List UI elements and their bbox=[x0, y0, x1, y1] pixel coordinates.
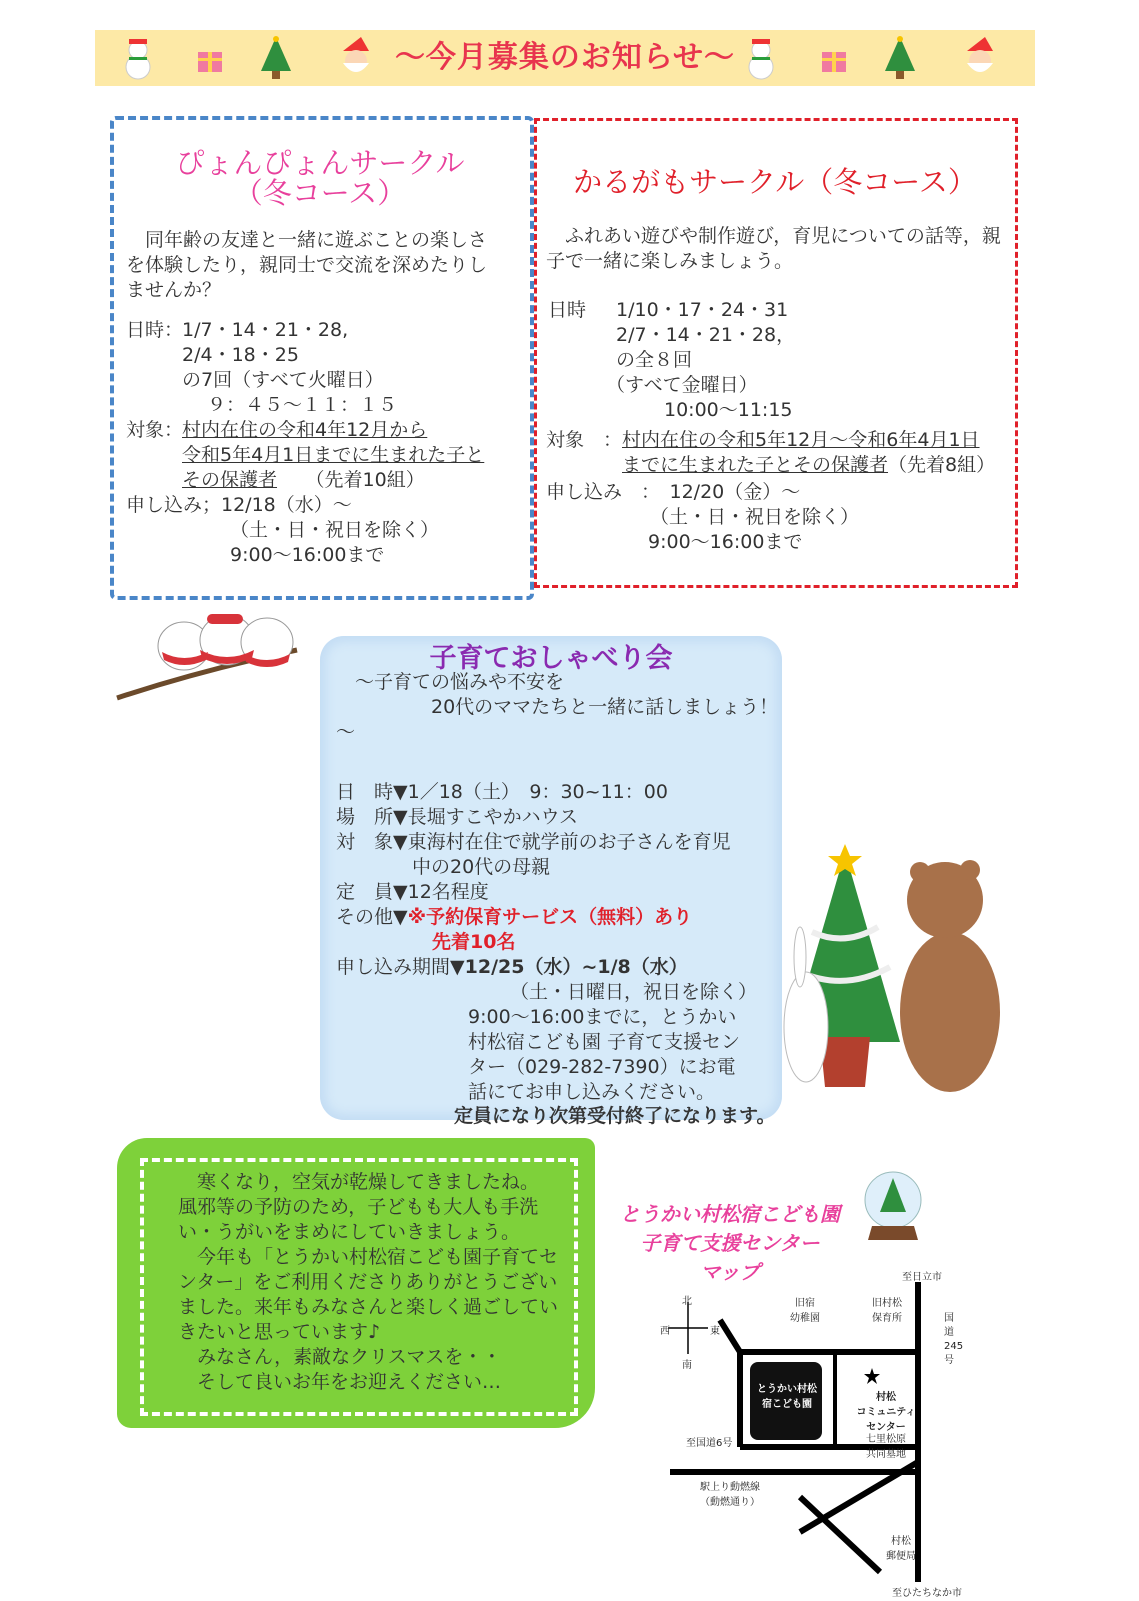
pyonpyon-title bbox=[130, 148, 510, 208]
talk-meeting-apply-details bbox=[468, 980, 778, 1105]
karugamo-apply-time: 9:00～16:00まで bbox=[648, 531, 803, 553]
text-line: い・うがいをまめにしていきましょう。 bbox=[178, 1221, 521, 1243]
text-line: きたいと思っています♪ bbox=[178, 1321, 381, 1343]
text-line: 1/7・14・21・28, bbox=[182, 319, 349, 341]
map-label: 駅上り動燃線 bbox=[700, 1482, 760, 1493]
map-center-label bbox=[752, 1380, 822, 1410]
other-label: その他▼ bbox=[336, 906, 408, 928]
karugamo-apply-note: （土・日・祝日を除く） bbox=[650, 506, 860, 528]
text-line: 村松宿こども園 子育て支援セン bbox=[468, 1031, 741, 1053]
text-line: 同年齢の友達と一緒に遊ぶことの楽しさ bbox=[126, 229, 488, 251]
map-route245: 国道245号 bbox=[944, 1313, 964, 1366]
map-station-road bbox=[700, 1478, 760, 1508]
tree-icon bbox=[879, 35, 921, 81]
text-line: 10:00～11:15 bbox=[664, 399, 793, 421]
pyonpyon-apply-note: （土・日・祝日を除く） bbox=[230, 519, 440, 541]
pyonpyon-target-label: 対象： bbox=[126, 419, 184, 441]
map-old-kindergarten bbox=[790, 1294, 820, 1324]
text-line: 9:00～16:00までに，とうかい bbox=[468, 1006, 737, 1028]
text-line: 場 所▼長堀すこやかハウス bbox=[336, 806, 579, 828]
text-line: の全８回 bbox=[616, 349, 693, 371]
text-line: 寒くなり，空気が乾燥してきましたね。 bbox=[178, 1171, 540, 1193]
text-line: 今年も「とうかい村松宿こども園子育てセ bbox=[178, 1246, 559, 1268]
map-label: 七里松原 bbox=[866, 1434, 906, 1445]
santa-icon bbox=[335, 35, 377, 81]
santa-icon bbox=[959, 35, 1001, 81]
map-east: 東 bbox=[710, 1326, 720, 1337]
map-label: 村松 bbox=[876, 1392, 896, 1403]
gift-icon bbox=[819, 44, 849, 74]
text-line: を体験したり，親同士で交流を深めたりし bbox=[126, 254, 488, 276]
map-label: 村松 bbox=[891, 1536, 911, 1547]
map-label: 宿こども園 bbox=[762, 1399, 812, 1410]
text-line: 風邪等の予防のため，子どもも大人も手洗 bbox=[178, 1196, 539, 1218]
karugamo-title: かるがもサークル（冬コース） bbox=[573, 165, 977, 199]
text-line: そして良いお年をお迎えください… bbox=[178, 1371, 502, 1393]
apply-period-label: 申し込み期間▼ bbox=[336, 956, 465, 978]
text-line: 村内在住の令和4年12月から bbox=[182, 419, 428, 441]
pyonpyon-title-line2: （冬コース） bbox=[233, 176, 407, 210]
text-line: 対 象▼東海村在住で就学前のお子さんを育児 bbox=[336, 831, 731, 853]
map-label: 旧宿 bbox=[795, 1298, 815, 1309]
text-line: の7回（すべて火曜日） bbox=[182, 369, 384, 391]
pyonpyon-apply: 申し込み；12/18（水）～ bbox=[126, 494, 352, 516]
map-community-center bbox=[846, 1388, 926, 1433]
map-west: 西 bbox=[660, 1326, 670, 1337]
text-line: ～ bbox=[336, 721, 356, 743]
karugamo-dates-label: 日時 bbox=[548, 299, 587, 321]
map-label: コミュニティ bbox=[856, 1407, 916, 1418]
childcare-service-note: ※予約保育サービス（無料）あり bbox=[407, 906, 693, 928]
pyonpyon-dates bbox=[182, 318, 397, 418]
talk-meeting-closing: 定員になり次第受付終了になります。 bbox=[454, 1105, 776, 1127]
map-title bbox=[610, 1198, 850, 1285]
map-label: 保育所 bbox=[872, 1313, 902, 1324]
map-to-route6: 至国道6号 bbox=[686, 1438, 733, 1449]
text-line: 令和5年4月1日までに生まれた子と bbox=[182, 444, 485, 466]
target-note: （先着10組） bbox=[315, 469, 425, 491]
text-line: 話にてお申し込みください。 bbox=[468, 1081, 716, 1103]
map-cemetery bbox=[866, 1430, 906, 1460]
map-label: 旧村松 bbox=[872, 1298, 902, 1309]
map-title-line2: 子育て支援センター bbox=[640, 1231, 820, 1255]
talk-meeting-details bbox=[336, 780, 776, 980]
text-line: 子で一緒に楽しみましょう。 bbox=[546, 250, 794, 272]
text-line: ター（029-282-7390）にお電 bbox=[468, 1056, 736, 1078]
text-line: までに生まれた子とその保護者 bbox=[622, 454, 889, 476]
karugamo-target-label: 対象 ： bbox=[546, 429, 623, 451]
map-title-line1: とうかい村松宿こども園 bbox=[620, 1202, 840, 1226]
text-line: その保護者 bbox=[182, 469, 278, 491]
text-line: 1/10・17・24・31 bbox=[616, 299, 789, 321]
karugamo-target bbox=[622, 428, 995, 478]
map-label: センター bbox=[866, 1422, 906, 1433]
map-label: 郵便局 bbox=[886, 1551, 916, 1562]
snow-globe-icon bbox=[860, 1168, 926, 1244]
map-to-hitachi: 至日立市 bbox=[902, 1272, 942, 1283]
header-banner bbox=[95, 30, 1035, 86]
map-to-hitachinaka: 至ひたちなか市 bbox=[892, 1588, 962, 1599]
center-map bbox=[660, 1282, 980, 1582]
bear-tree-illustration bbox=[770, 842, 1010, 1102]
apply-period-dates: 12/25（水）~1/8（水） bbox=[464, 956, 688, 978]
map-north: 北 bbox=[682, 1296, 692, 1307]
text-line: みなさん，素敵なクリスマスを・・ bbox=[178, 1346, 502, 1368]
map-title-line3: マップ bbox=[700, 1260, 760, 1284]
karugamo-dates bbox=[606, 298, 796, 423]
pyonpyon-apply-time: 9:00～16:00まで bbox=[230, 544, 385, 566]
tree-icon bbox=[255, 35, 297, 81]
text-line: ～子育ての悩みや不安を bbox=[336, 671, 565, 693]
map-old-nursery bbox=[872, 1294, 902, 1324]
text-line: （土・日曜日，祝日を除く） bbox=[510, 981, 758, 1003]
text-line: ふれあい遊びや制作遊び，育児についての話等，親 bbox=[546, 225, 1001, 247]
text-line: 定 員▼12名程度 bbox=[336, 881, 489, 903]
text-line: 2/4・18・25 bbox=[182, 344, 299, 366]
map-post-office bbox=[886, 1532, 916, 1562]
gift-icon bbox=[195, 44, 225, 74]
text-line: 中の20代の母親 bbox=[336, 856, 551, 878]
text-line: 日 時▼1／18（土） 9：30~11：00 bbox=[336, 781, 668, 803]
pyonpyon-description bbox=[126, 228, 526, 303]
talk-meeting-subtitle bbox=[336, 670, 779, 745]
snowman-icon bbox=[740, 35, 782, 81]
target-note: （先着8組） bbox=[888, 454, 996, 476]
text-line: 20代のママたちと一緒に話しましょう！ bbox=[336, 696, 779, 718]
text-line: ました。来年もみなさんと楽しく過ごしてい bbox=[178, 1296, 559, 1318]
pyonpyon-target bbox=[182, 418, 484, 493]
page-title: ～今月募集のお知らせ～ bbox=[394, 40, 736, 75]
text-line: ませんか？ bbox=[126, 279, 222, 301]
snowman-icon bbox=[117, 35, 159, 81]
childcare-capacity-note: 先着10名 bbox=[432, 931, 516, 953]
text-line: （すべて金曜日） bbox=[606, 374, 758, 396]
text-line: ９：４５～１１：１５ bbox=[182, 394, 398, 416]
map-south: 南 bbox=[682, 1360, 692, 1371]
pyonpyon-title-line1: ぴょんぴょんサークル bbox=[175, 146, 465, 180]
pyonpyon-dates-label: 日時： bbox=[126, 319, 184, 341]
text-line: ンター」をご利用くださりありがとうござい bbox=[178, 1271, 558, 1293]
season-message bbox=[178, 1170, 588, 1395]
karugamo-description bbox=[546, 224, 1006, 274]
karugamo-apply: 申し込み ： 12/20（金）～ bbox=[546, 481, 801, 503]
birds-illustration bbox=[112, 600, 302, 710]
map-label: とうかい村松 bbox=[757, 1384, 817, 1395]
map-label: （動燃通り） bbox=[700, 1497, 760, 1508]
talk-meeting-title: 子育ておしゃべり会 bbox=[429, 643, 673, 674]
text-line: 2/7・14・21・28， bbox=[616, 324, 796, 346]
map-label: 幼稚園 bbox=[790, 1313, 820, 1324]
map-label: 共同墓地 bbox=[866, 1449, 906, 1460]
text-line: 村内在住の令和5年12月～令和6年4月1日 bbox=[622, 429, 980, 451]
